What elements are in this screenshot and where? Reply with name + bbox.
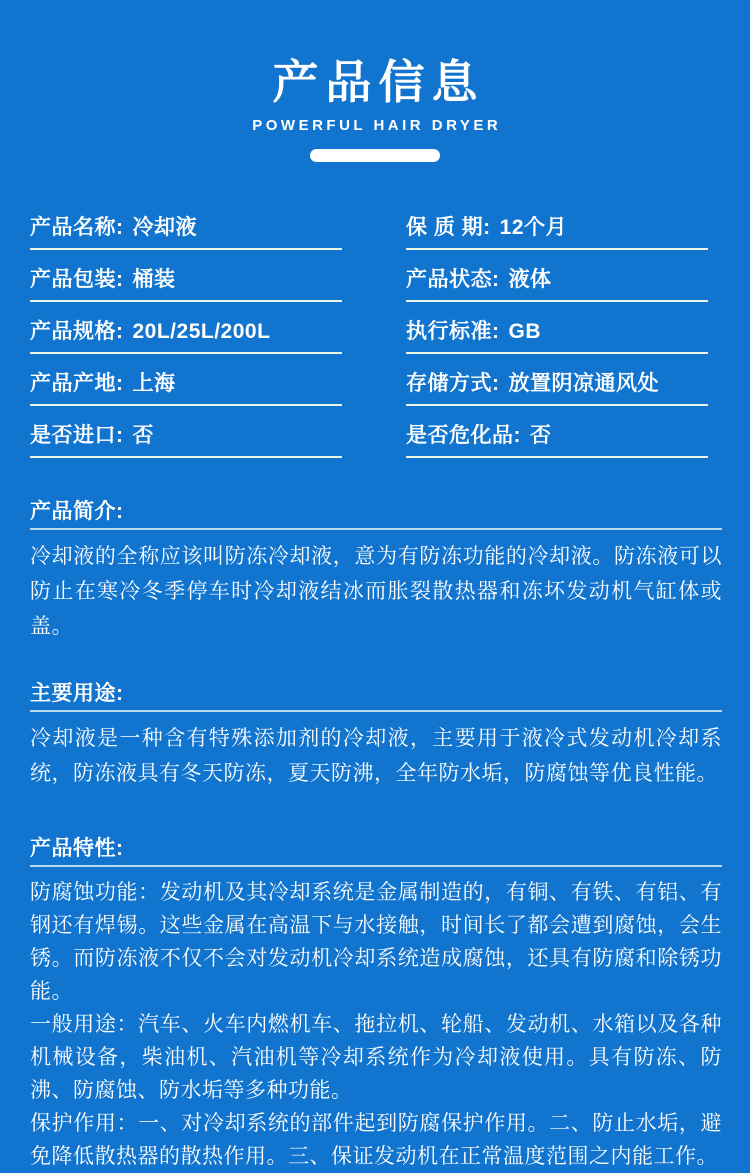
section-body bbox=[30, 539, 722, 644]
section-paragraph: 保护作用：一、对冷却系统的部件起到防腐保护作用。二、防止水垢，避免降低散热器的散热作用。三、保证发动机在正常温度范围之内能工作。 bbox=[30, 1112, 722, 1168]
section-paragraph: 防腐蚀功能：发动机及其冷却系统是金属制造的，有铜、有铁、有铝、有钢还有焊锡。这些金属在高温下与水接触，时间长了都会遭到腐蚀，会生锈。而防冻液不仅不会对发动机冷却系统造成腐蚀，还具有防腐和除锈功能。 bbox=[30, 881, 722, 1003]
section-product-intro bbox=[0, 499, 750, 644]
section-product-features bbox=[0, 836, 750, 1173]
spec-label: 保 质 期: bbox=[406, 216, 491, 239]
divider-pill bbox=[310, 149, 440, 162]
section-heading: 产品简介: bbox=[30, 499, 722, 530]
spec-row bbox=[30, 423, 342, 458]
page-subtitle: POWERFUL HAIR DRYER bbox=[252, 117, 502, 134]
spec-value: 液体 bbox=[508, 268, 552, 291]
section-paragraph: 一般用途：汽车、火车内燃机车、拖拉机、轮船、发动机、水箱以及各种机械设备，柴油机、汽油机等冷却系统作为冷却液使用。具有防冻、防沸、防腐蚀、防水垢等多种功能。 bbox=[30, 1013, 722, 1102]
spec-label: 是否危化品: bbox=[406, 424, 521, 447]
spec-grid bbox=[0, 215, 750, 475]
spec-label: 产品状态: bbox=[406, 268, 500, 291]
spec-row bbox=[406, 371, 708, 406]
spec-label: 存储方式: bbox=[406, 372, 500, 395]
spec-value: 12个月 bbox=[499, 216, 568, 239]
section-paragraph: 冷却液的全称应该叫防冻冷却液，意为有防冻功能的冷却液。防冻液可以防止在寒冷冬季停车时冷却液结冰而胀裂散热器和冻坏发动机气缸体或盖。 bbox=[30, 545, 722, 638]
spec-row bbox=[30, 319, 342, 354]
spec-label: 产品规格: bbox=[30, 320, 124, 343]
spec-value: 否 bbox=[132, 424, 154, 447]
spec-row bbox=[406, 423, 708, 458]
section-heading: 主要用途: bbox=[30, 681, 722, 712]
spec-label: 产品包装: bbox=[30, 268, 124, 291]
spec-value: GB bbox=[508, 320, 541, 343]
section-heading: 产品特性: bbox=[30, 836, 722, 867]
spec-row bbox=[30, 371, 342, 406]
spec-row bbox=[406, 319, 708, 354]
spec-row bbox=[406, 215, 708, 250]
page-title: 产品信息 bbox=[272, 56, 485, 108]
spec-value: 20L/25L/200L bbox=[132, 320, 271, 343]
spec-value: 冷却液 bbox=[132, 216, 197, 239]
spec-row bbox=[30, 267, 342, 302]
spec-label: 执行标准: bbox=[406, 320, 500, 343]
spec-label: 是否进口: bbox=[30, 424, 124, 447]
spec-label: 产品产地: bbox=[30, 372, 124, 395]
spec-label: 产品名称: bbox=[30, 216, 124, 239]
spec-value: 上海 bbox=[132, 372, 176, 395]
section-main-usage bbox=[0, 681, 750, 791]
spec-value: 放置阴凉通风处 bbox=[508, 372, 659, 395]
spec-value: 否 bbox=[530, 424, 552, 447]
spec-row bbox=[406, 267, 708, 302]
section-body bbox=[30, 721, 722, 791]
section-body bbox=[30, 876, 722, 1173]
page-header bbox=[0, 0, 750, 162]
spec-row bbox=[30, 215, 342, 250]
spec-value: 桶装 bbox=[132, 268, 176, 291]
section-paragraph: 冷却液是一种含有特殊添加剂的冷却液，主要用于液冷式发动机冷却系统，防冻液具有冬天防冻，夏天防沸，全年防水垢，防腐蚀等优良性能。 bbox=[30, 727, 722, 785]
